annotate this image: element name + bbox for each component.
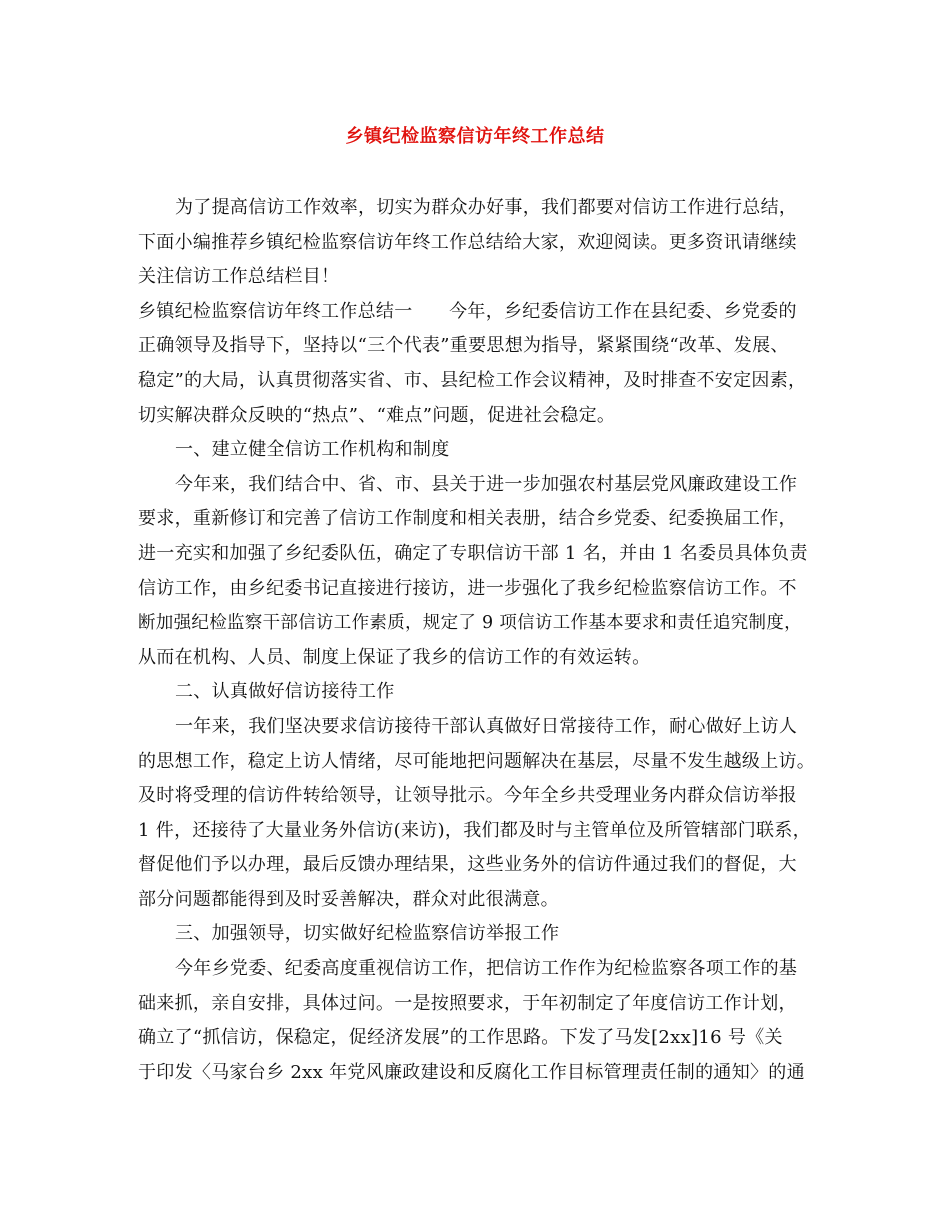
text-line: 切实解决群众反映的“热点”、“难点”问题，促进社会稳定。 bbox=[138, 404, 616, 426]
text-line: 的思想工作，稳定上访人情绪，尽可能地把问题解决在基层，尽量不发生越级上访。 bbox=[138, 750, 816, 772]
text-line: 为了提高信访工作效率，切实为群众办好事，我们都要对信访工作进行总结， bbox=[175, 197, 798, 218]
text-line: 断加强纪检监察干部信访工作素质，规定了 9 项信访工作基本要求和责任追究制度， bbox=[138, 613, 802, 634]
text-line: 今年乡党委、纪委高度重视信访工作，把信访工作作为纪检监察各项工作的基 bbox=[175, 958, 798, 980]
text-line: 关注信访工作总结栏目！ bbox=[138, 266, 340, 288]
section-heading: 一、建立健全信访工作机构和制度 bbox=[175, 439, 450, 461]
text-line: 从而在机构、人员、制度上保证了我乡的信访工作的有效运转。 bbox=[138, 646, 651, 668]
text-line: 信访工作，由乡纪委书记直接进行接访，进一步强化了我乡纪检监察信访工作。不 bbox=[138, 577, 797, 599]
document-title: 乡镇纪检监察信访年终工作总结 bbox=[345, 126, 605, 147]
text-line: 今年来，我们结合中、省、市、县关于进一步加强农村基层党风廉政建设工作 bbox=[175, 473, 798, 495]
section-heading: 三、加强领导，切实做好纪检监察信访举报工作 bbox=[175, 923, 560, 945]
document-body bbox=[138, 191, 818, 1090]
text-line: 于印发〈马家台乡 2xx 年党风廉政建设和反腐化工作目标管理责任制的通知〉的通 bbox=[138, 1061, 805, 1083]
text-line: 下面小编推荐乡镇纪检监察信访年终工作总结给大家，欢迎阅读。更多资讯请继续 bbox=[138, 231, 797, 253]
text-line: 一年来，我们坚决要求信访接待干部认真做好日常接待工作，耐心做好上访人 bbox=[175, 715, 798, 737]
text-line: 正确领导及指导下，坚持以“三个代表”重要思想为指导，紧紧围绕“改革、发展、 bbox=[138, 335, 789, 357]
text-line: 部分问题都能得到及时妥善解决，群众对此很满意。 bbox=[138, 888, 559, 910]
text-line: 确立了“抓信访，保稳定，促经济发展”的工作思路。下发了马发[2xx]16 号《关 bbox=[138, 1027, 783, 1049]
section-heading: 二、认真做好信访接待工作 bbox=[175, 681, 395, 703]
text-line: 督促他们予以办理，最后反馈办理结果，这些业务外的信访件通过我们的督促，大 bbox=[138, 854, 797, 876]
text-line: 1 件，还接待了大量业务外信访(来访)，我们都及时与主管单位及所管辖部门联系， bbox=[138, 819, 811, 841]
text-line: 础来抓，亲自安排，具体过问。一是按照要求，于年初制定了年度信访工作计划， bbox=[138, 992, 797, 1014]
text-line: 进一充实和加强了乡纪委队伍，确定了专职信访干部 1 名，并由 1 名委员具体负责 bbox=[138, 542, 808, 564]
text-line: 乡镇纪检监察信访年终工作总结一 今年，乡纪委信访工作在县纪委、乡党委的 bbox=[138, 300, 797, 322]
text-line: 稳定”的大局，认真贯彻落实省、市、县纪检工作会议精神，及时排查不安定因素， bbox=[138, 369, 807, 391]
text-line: 要求，重新修订和完善了信访工作制度和相关表册，结合乡党委、纪委换届工作， bbox=[138, 508, 797, 530]
text-line: 及时将受理的信访件转给领导，让领导批示。今年全乡共受理业务内群众信访举报 bbox=[138, 785, 797, 807]
